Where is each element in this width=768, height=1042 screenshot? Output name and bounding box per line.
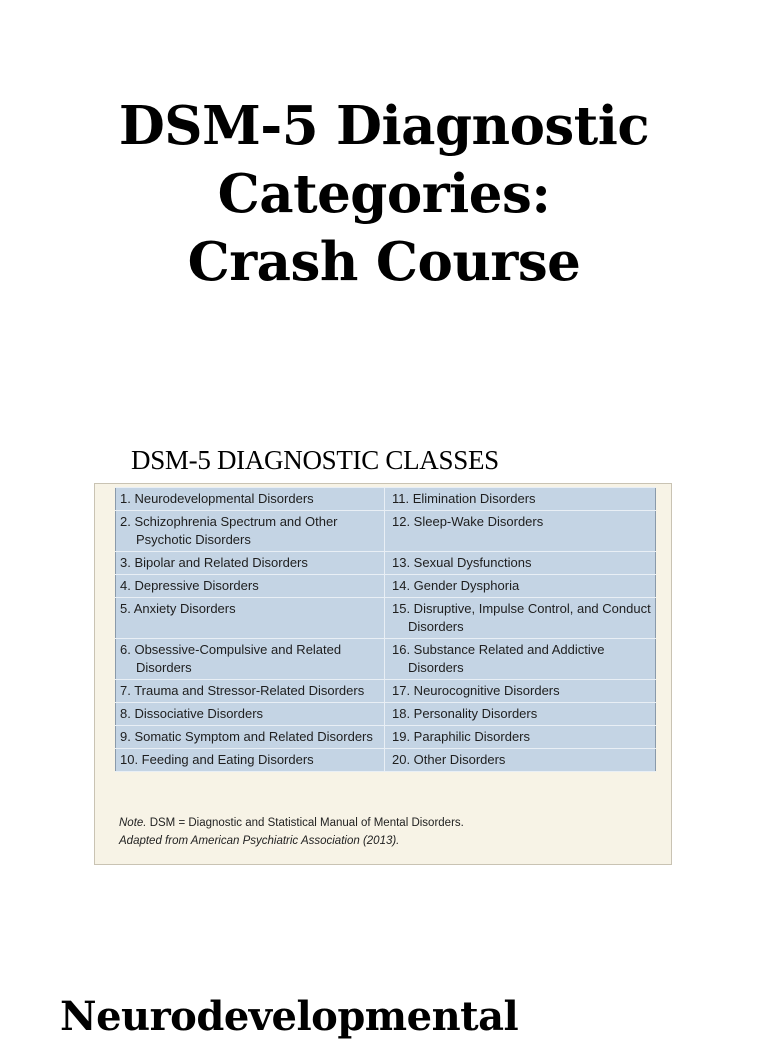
table-row <box>116 680 656 703</box>
table-cell-left: 1. Neurodevelopmental Disorders <box>116 488 385 511</box>
table-row <box>116 749 656 772</box>
table-cell-right: 20. Other Disorders <box>385 749 656 772</box>
table-row <box>116 575 656 598</box>
table-row <box>116 726 656 749</box>
note-line <box>119 814 464 832</box>
table-cell-right: 14. Gender Dysphoria <box>385 575 656 598</box>
table-cell-right: 19. Paraphilic Disorders <box>385 726 656 749</box>
table-cell-right: 12. Sleep-Wake Disorders <box>385 511 656 552</box>
table-cell-left: 7. Trauma and Stressor-Related Disorders <box>116 680 385 703</box>
title-line-1: DSM-5 Diagnostic <box>118 95 650 157</box>
table-cell-right: 17. Neurocognitive Disorders <box>385 680 656 703</box>
table-cell-right: 16. Substance Related and Addictive Disorders <box>385 639 656 680</box>
classes-table <box>115 487 656 772</box>
note-source: Adapted from American Psychiatric Association (2013). <box>119 835 400 847</box>
table-cell-left: 3. Bipolar and Related Disorders <box>116 552 385 575</box>
title-line-3: Crash Course <box>187 231 581 293</box>
table-cell-right: 18. Personality Disorders <box>385 703 656 726</box>
table-cell-left: 5. Anxiety Disorders <box>116 598 385 639</box>
table-cell-left: 8. Dissociative Disorders <box>116 703 385 726</box>
page-title <box>0 92 768 296</box>
table-row <box>116 639 656 680</box>
table-row <box>116 488 656 511</box>
table-row <box>116 511 656 552</box>
note-text: DSM = Diagnostic and Statistical Manual of Mental Disorders. <box>146 817 464 829</box>
table-cell-left: 10. Feeding and Eating Disorders <box>116 749 385 772</box>
table-cell-right: 13. Sexual Dysfunctions <box>385 552 656 575</box>
title-line-2: Categories: <box>217 163 551 225</box>
table-cell-left: 9. Somatic Symptom and Related Disorders <box>116 726 385 749</box>
table-cell-left: 6. Obsessive-Compulsive and Related Disorders <box>116 639 385 680</box>
table-row <box>116 703 656 726</box>
note-label: Note. <box>119 817 147 829</box>
classes-table-wrap <box>115 487 656 772</box>
classes-heading: DSM-5 DIAGNOSTIC CLASSES <box>131 445 499 475</box>
table-cell-right: 11. Elimination Disorders <box>385 488 656 511</box>
next-section-heading: Neurodevelopmental <box>60 993 519 1040</box>
table-row <box>116 598 656 639</box>
classes-table-card <box>94 483 672 865</box>
table-row <box>116 552 656 575</box>
table-note <box>119 814 464 850</box>
table-cell-left: 2. Schizophrenia Spectrum and Other Psychotic Disorders <box>116 511 385 552</box>
table-cell-right: 15. Disruptive, Impulse Control, and Conduct Disorders <box>385 598 656 639</box>
table-cell-left: 4. Depressive Disorders <box>116 575 385 598</box>
